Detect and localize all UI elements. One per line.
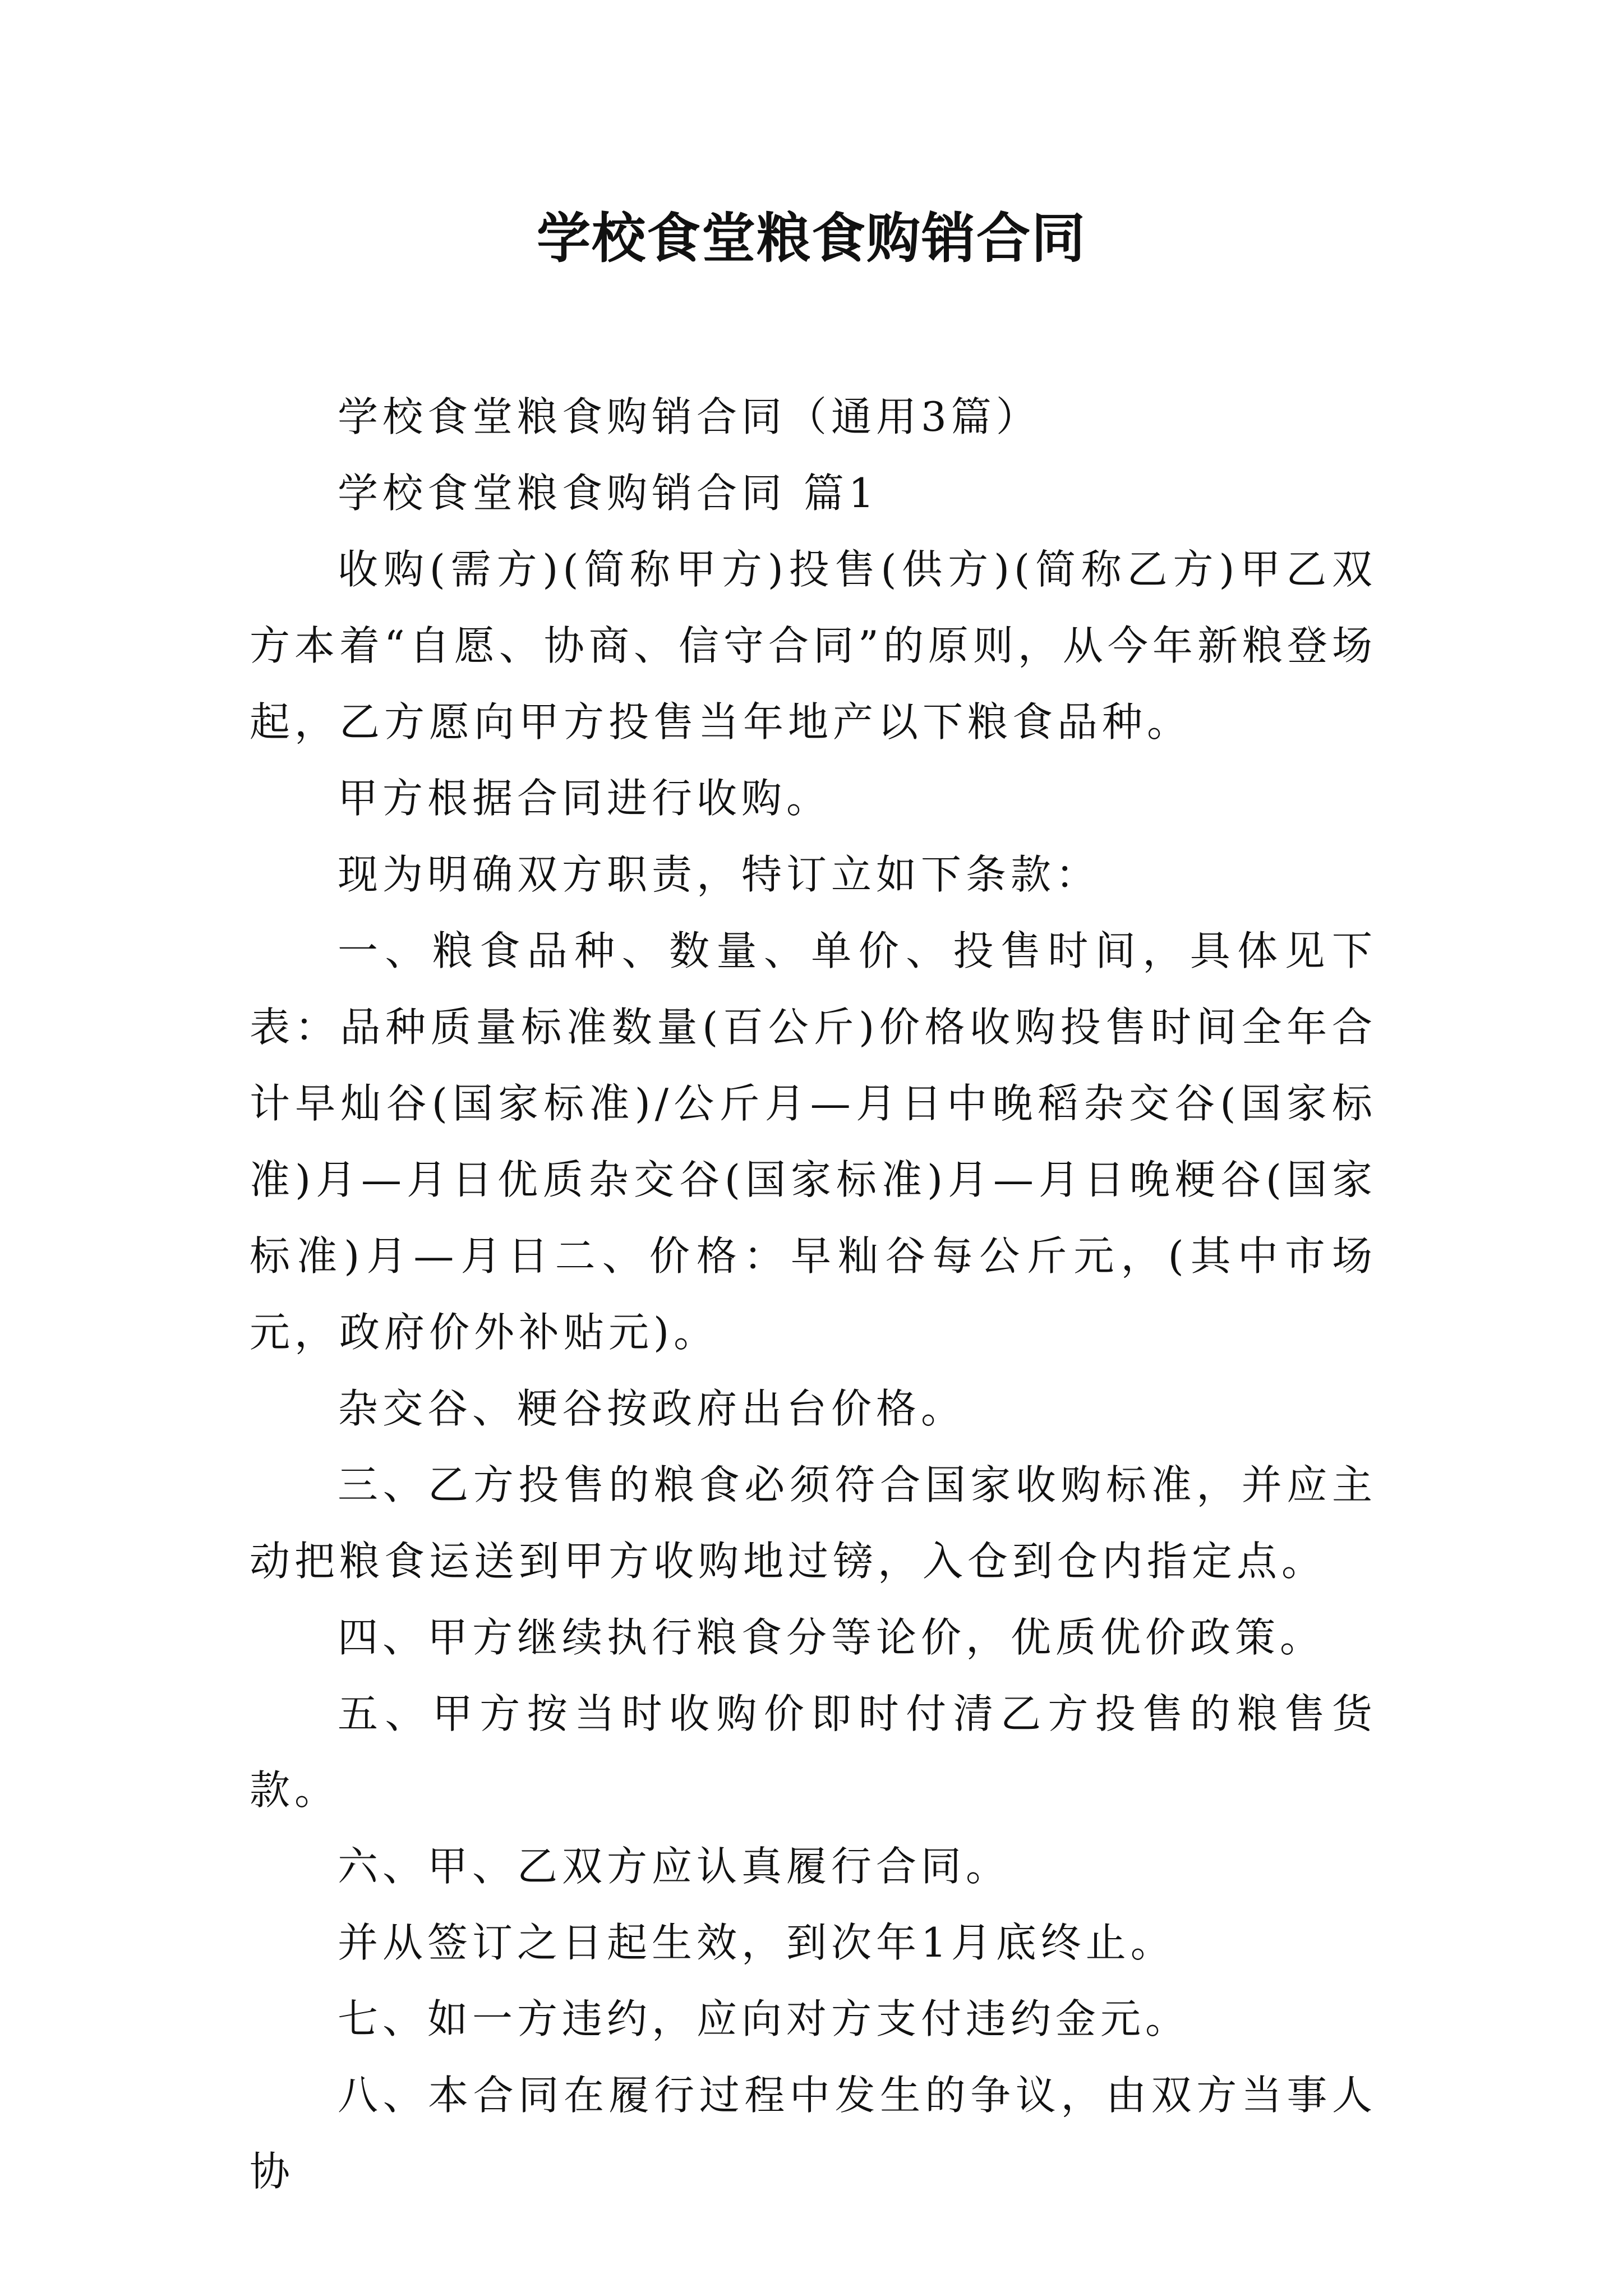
paragraph-section-heading: 学校食堂粮食购销合同 篇1 [338,470,879,517]
paragraph-clause-3: 三、乙方投售的粮食必须符合国家收购标准，并应主动把粮食运送到甲方收购地过镑，入仓到仓内指定点。 [250,1461,1377,1585]
paragraph-clause-5: 五、甲方按当时收购价即时付清乙方投售的粮售货款。 [250,1690,1377,1814]
paragraph-clause-1: 一、粮食品种、数量、单价、投售时间，具体见下表：品种质量标准数量(百公斤)价格收购投售时间全年合计早灿谷(国家标准)/公斤月—月日中晚稻杂交谷(国家标准)月—月日优质杂交谷(国家标准)月—月日晚粳谷(国家标准)月—月日二、价格：早籼谷每公斤元，(其中市场元，政府价外补贴元)。 [250,927,1377,1356]
paragraph-clause-8: 八、本合同在履行过程中发生的争议，由双方当事人协 [250,2072,1377,2195]
document-title: 学校食堂粮食购销合同 [537,206,1086,270]
document-body [250,379,1377,2210]
paragraph-intro-clauses: 现为明确双方职责，特订立如下条款： [338,851,1101,898]
paragraph-clause-4: 四、甲方继续执行粮食分等论价，优质优价政策。 [338,1614,1325,1661]
paragraph-clause-7: 七、如一方违约，应向对方支付违约金元。 [338,1995,1191,2042]
paragraph-clause-2-note: 杂交谷、粳谷按政府出台价格。 [338,1385,966,1432]
paragraph-subtitle: 学校食堂粮食购销合同（通用3篇） [338,393,1041,440]
paragraph-preamble: 收购(需方)(简称甲方)投售(供方)(简称乙方)甲乙双方本着“自愿、协商、信守合同”的原则，从今年新粮登场起，乙方愿向甲方投售当年地产以下粮食品种。 [250,546,1377,746]
paragraph-clause-6-term: 并从签订之日起生效，到次年1月底终止。 [338,1919,1175,1966]
paragraph-clause-6: 六、甲、乙双方应认真履行合同。 [338,1843,1011,1890]
paragraph-purchase: 甲方根据合同进行收购。 [338,775,832,822]
